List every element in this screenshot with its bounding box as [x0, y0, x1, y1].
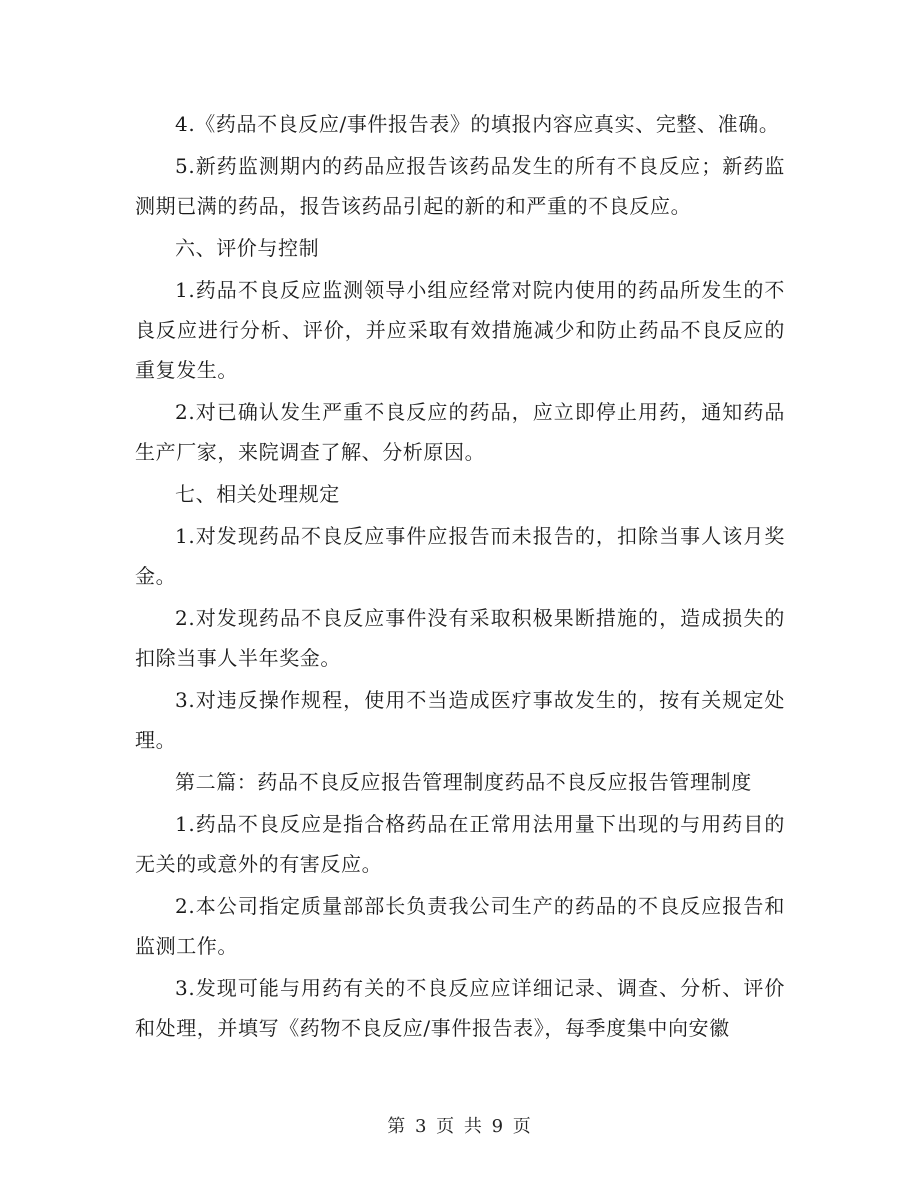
paragraph: 4.《药品不良反应/事件报告表》的填报内容应真实、完整、准确。 — [175, 112, 780, 136]
section-heading: 六、评价与控制 — [175, 236, 320, 260]
paragraph: 3.发现可能与用药有关的不良反应应详细记录、调查、分析、评价和处理，并填写《药物不良反应/事件报告表》，每季度集中向安徽 — [135, 976, 785, 1040]
section-heading: 七、相关处理规定 — [175, 482, 340, 506]
page-number-footer: 第 3 页 共 9 页 — [387, 1116, 533, 1137]
paragraph: 2.本公司指定质量部部长负责我公司生产的药品的不良反应报告和监测工作。 — [135, 894, 785, 958]
paragraph: 3.对违反操作规程，使用不当造成医疗事故发生的，按有关规定处理。 — [135, 688, 785, 752]
paragraph: 1.药品不良反应监测领导小组应经常对院内使用的药品所发生的不良反应进行分析、评价，并应采取有效措施减少和防止药品不良反应的重复发生。 — [135, 278, 785, 382]
paragraph: 2.对发现药品不良反应事件没有采取积极果断措施的，造成损失的扣除当事人半年奖金。 — [135, 606, 785, 670]
paragraph: 1.药品不良反应是指合格药品在正常用法用量下出现的与用药目的无关的或意外的有害反应。 — [135, 812, 785, 876]
paragraph: 5.新药监测期内的药品应报告该药品发生的所有不良反应；新药监测期已满的药品，报告该药品引起的新的和严重的不良反应。 — [135, 154, 785, 218]
paragraph: 1.对发现药品不良反应事件应报告而未报告的，扣除当事人该月奖金。 — [135, 524, 785, 588]
document-body — [135, 104, 785, 1050]
paragraph: 2.对已确认发生严重不良反应的药品，应立即停止用药，通知药品生产厂家，来院调查了解、分析原因。 — [135, 400, 785, 464]
section-heading: 第二篇：药品不良反应报告管理制度药品不良反应报告管理制度 — [175, 770, 752, 794]
